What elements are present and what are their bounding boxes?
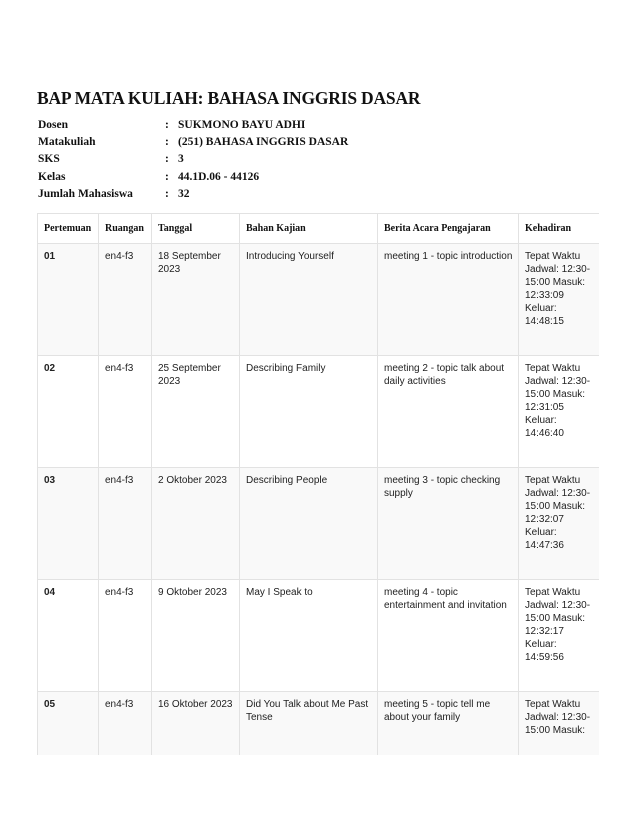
cell-meeting-number: 01	[38, 244, 99, 356]
cell-teaching-report: meeting 3 - topic checking supply	[378, 468, 519, 580]
cell-room: en4-f3	[99, 580, 152, 692]
column-header: Berita Acara Pengajaran	[378, 214, 519, 244]
cell-study-material: Describing Family	[240, 356, 378, 468]
cell-teaching-report: meeting 1 - topic introduction	[378, 244, 519, 356]
table-row	[38, 244, 600, 356]
cell-attendance: Tepat Waktu Jadwal: 12:30-15:00 Masuk: 12:32:17 Keluar: 14:59:56	[519, 580, 600, 692]
column-header: Ruangan	[99, 214, 152, 244]
cell-date: 9 Oktober 2023	[152, 580, 240, 692]
info-label: Kelas	[38, 170, 66, 183]
cell-meeting-number: 05	[38, 692, 99, 756]
cell-attendance: Tepat Waktu Jadwal: 12:30-15:00 Masuk:	[519, 692, 600, 756]
column-header: Tanggal	[152, 214, 240, 244]
cell-attendance: Tepat Waktu Jadwal: 12:30-15:00 Masuk: 12:32:07 Keluar: 14:47:36	[519, 468, 600, 580]
table-header-row	[38, 214, 600, 244]
info-row-sks	[38, 151, 348, 168]
cell-date: 16 Oktober 2023	[152, 692, 240, 756]
info-value: 3	[178, 153, 184, 166]
info-label: Matakuliah	[38, 136, 96, 149]
table-row	[38, 692, 600, 756]
attendance-table	[37, 213, 599, 755]
info-colon: :	[165, 187, 169, 200]
course-info	[38, 117, 348, 203]
info-colon: :	[165, 170, 169, 183]
cell-teaching-report: meeting 5 - topic tell me about your family	[378, 692, 519, 756]
cell-teaching-report: meeting 2 - topic talk about daily activities	[378, 356, 519, 468]
cell-attendance: Tepat Waktu Jadwal: 12:30-15:00 Masuk: 12:33:09 Keluar: 14:48:15	[519, 244, 600, 356]
cell-date: 25 September 2023	[152, 356, 240, 468]
info-colon: :	[165, 153, 169, 166]
cell-room: en4-f3	[99, 244, 152, 356]
table-row	[38, 580, 600, 692]
cell-study-material: Describing People	[240, 468, 378, 580]
cell-attendance: Tepat Waktu Jadwal: 12:30-15:00 Masuk: 12:31:05 Keluar: 14:46:40	[519, 356, 600, 468]
info-colon: :	[165, 119, 169, 131]
cell-study-material: Did You Talk about Me Past Tense	[240, 692, 378, 756]
column-header: Kehadiran	[519, 214, 600, 244]
info-value: 44.1D.06 - 44126	[178, 170, 260, 183]
cell-room: en4-f3	[99, 468, 152, 580]
info-row-dosen	[38, 117, 348, 134]
info-label: Dosen	[38, 119, 69, 131]
table-row	[38, 468, 600, 580]
cell-date: 18 September 2023	[152, 244, 240, 356]
cell-meeting-number: 03	[38, 468, 99, 580]
info-row-jumlah-mahasiswa	[38, 186, 348, 203]
cell-study-material: May I Speak to	[240, 580, 378, 692]
info-value: 32	[178, 187, 190, 200]
info-colon: :	[165, 136, 169, 149]
page-title: BAP MATA KULIAH: BAHASA INGGRIS DASAR	[37, 88, 421, 108]
attendance-table-container	[37, 213, 599, 755]
cell-study-material: Introducing Yourself	[240, 244, 378, 356]
info-label: SKS	[38, 153, 60, 166]
cell-room: en4-f3	[99, 692, 152, 756]
cell-room: en4-f3	[99, 356, 152, 468]
cell-teaching-report: meeting 4 - topic entertainment and invitation	[378, 580, 519, 692]
info-label: Jumlah Mahasiswa	[38, 187, 133, 200]
info-value: (251) BAHASA INGGRIS DASAR	[178, 136, 349, 149]
cell-date: 2 Oktober 2023	[152, 468, 240, 580]
table-row	[38, 356, 600, 468]
info-value: SUKMONO BAYU ADHI	[178, 119, 306, 131]
info-row-matakuliah	[38, 134, 348, 151]
cell-meeting-number: 02	[38, 356, 99, 468]
column-header: Pertemuan	[38, 214, 99, 244]
cell-meeting-number: 04	[38, 580, 99, 692]
info-row-kelas	[38, 169, 348, 186]
column-header: Bahan Kajian	[240, 214, 378, 244]
